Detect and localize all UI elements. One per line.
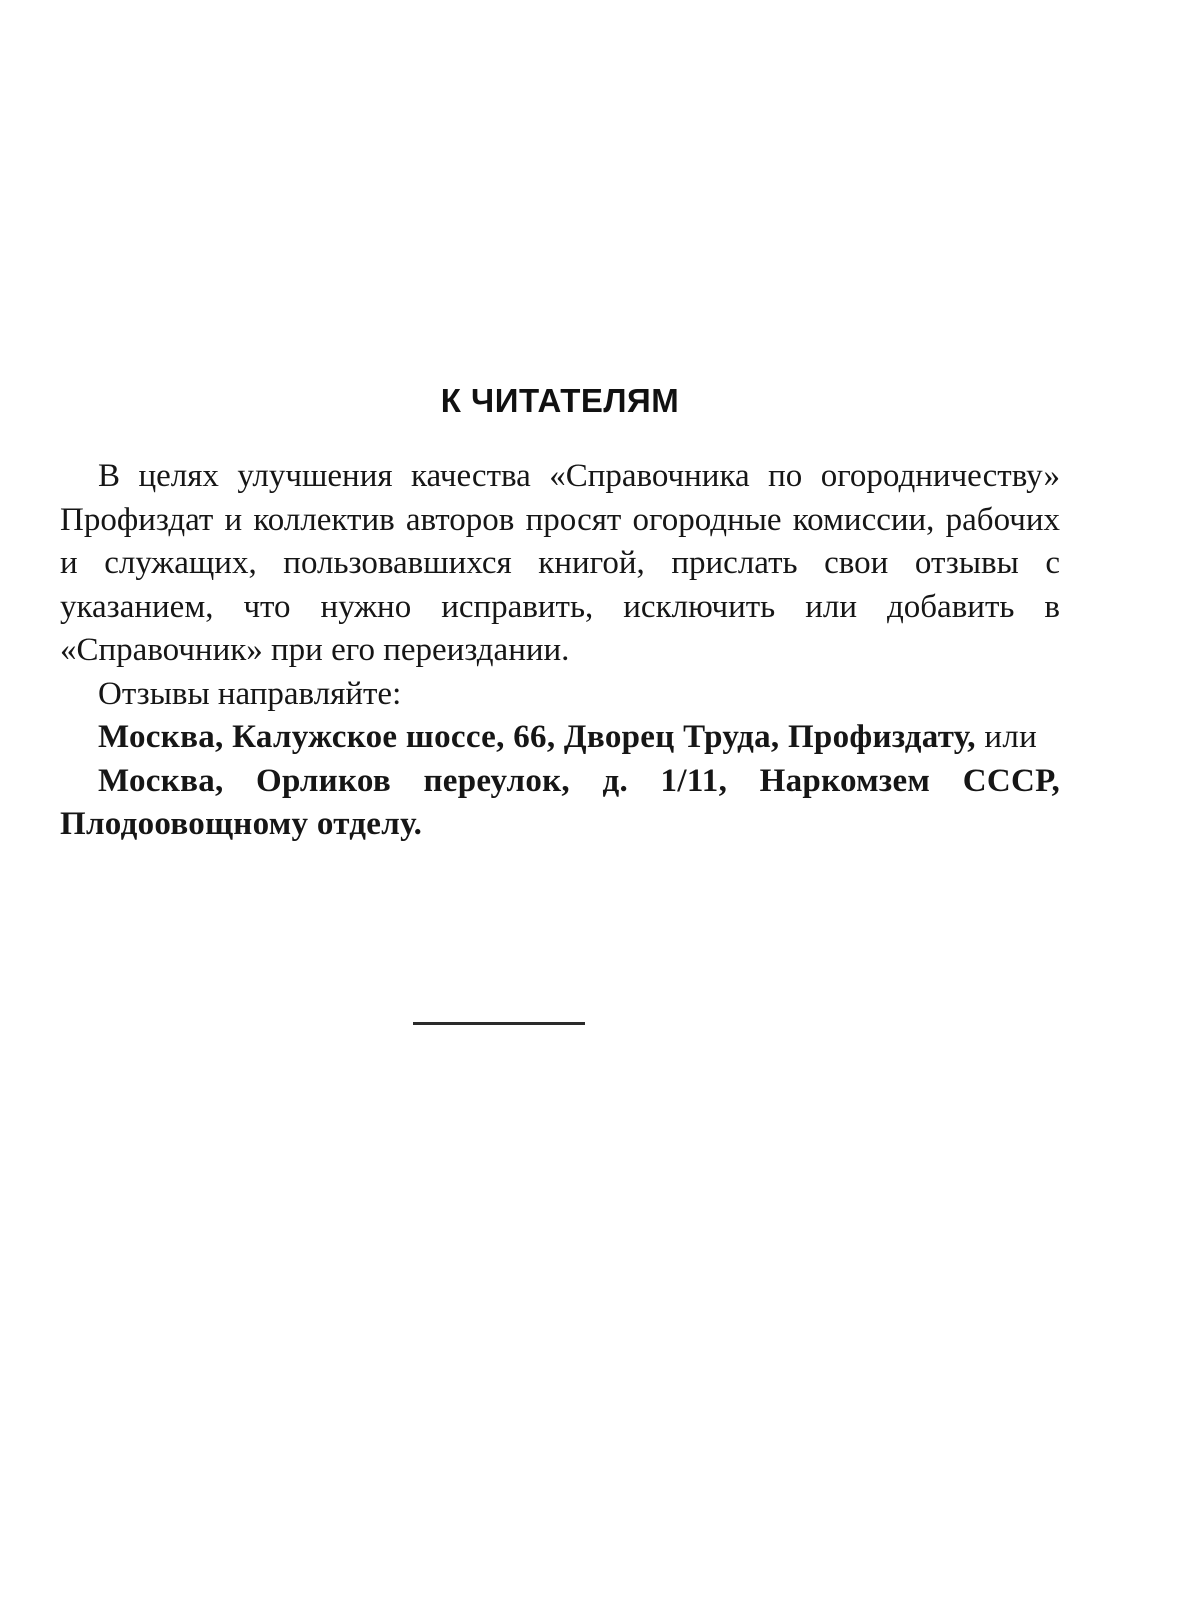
intro-paragraph: В целях улучшения качества «Справочника по огородничеству» Профиздат и коллектив авторов просят огородные комиссии, рабочих и служащих, пользовавшихся книгой, прислать свои отзывы с указанием, что нужно исправить, исключить или добавить в «Справочник» при его переиздании. [60,458,1060,668]
document-page [60,0,1060,1613]
notice-text [60,455,1060,847]
address-1: Москва, Калужское шоссе, 66, Дворец Труда, Профиздату, [98,719,976,755]
send-to-paragraph: Отзывы направляйте: [98,675,402,712]
page-title: К ЧИТАТЕЛЯМ [440,382,680,419]
divider-line [413,1022,585,1025]
address-paragraph-2: Москва, Орликов переулок, д. 1/11, Наркомзем СССР, Плодоовощному отделу. [60,762,1060,842]
address-paragraph-1 [60,716,1060,760]
address-1-suffix: или [975,719,1038,755]
